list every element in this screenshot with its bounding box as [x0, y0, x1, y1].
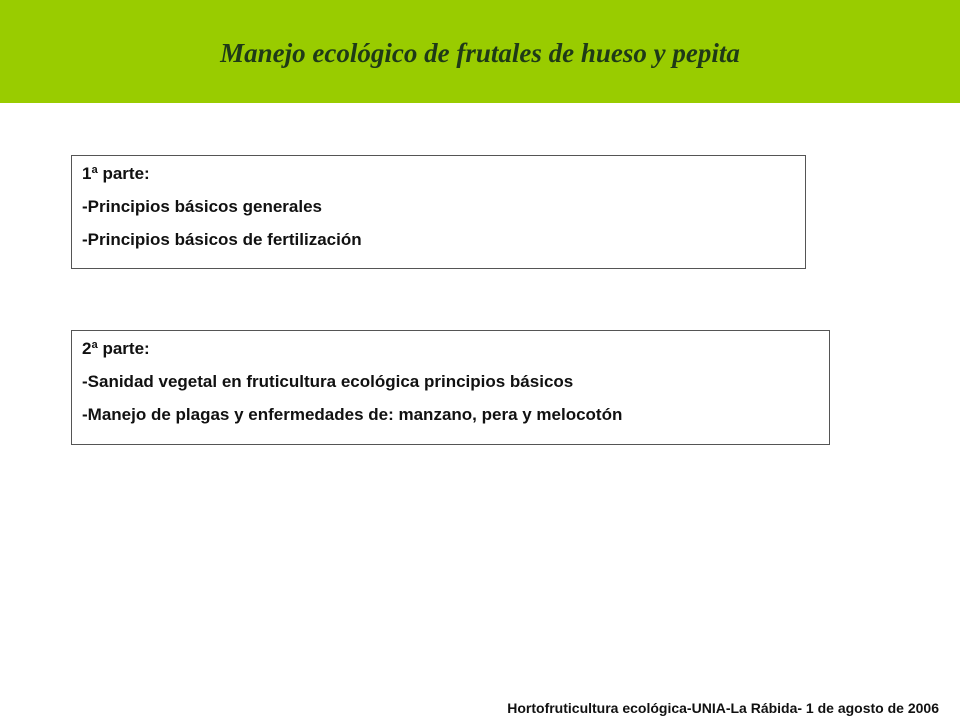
section-item: -Principios básicos de fertilización [82, 230, 362, 249]
section-box-part-1 [71, 155, 806, 269]
page-title: Manejo ecológico de frutales de hueso y pepita [220, 38, 740, 68]
section-box-part-2 [71, 330, 830, 445]
section-heading: 1ª parte: [82, 164, 150, 183]
header-banner [0, 0, 960, 103]
section-heading: 2ª parte: [82, 339, 150, 358]
section-item: -Manejo de plagas y enfermedades de: manzano, pera y melocotón [82, 405, 623, 424]
footer-text: Hortofruticultura ecológica-UNIA-La Rábida- 1 de agosto de 2006 [507, 700, 939, 716]
section-item: -Sanidad vegetal en fruticultura ecológica principios básicos [82, 372, 574, 391]
section-item: -Principios básicos generales [82, 197, 322, 216]
